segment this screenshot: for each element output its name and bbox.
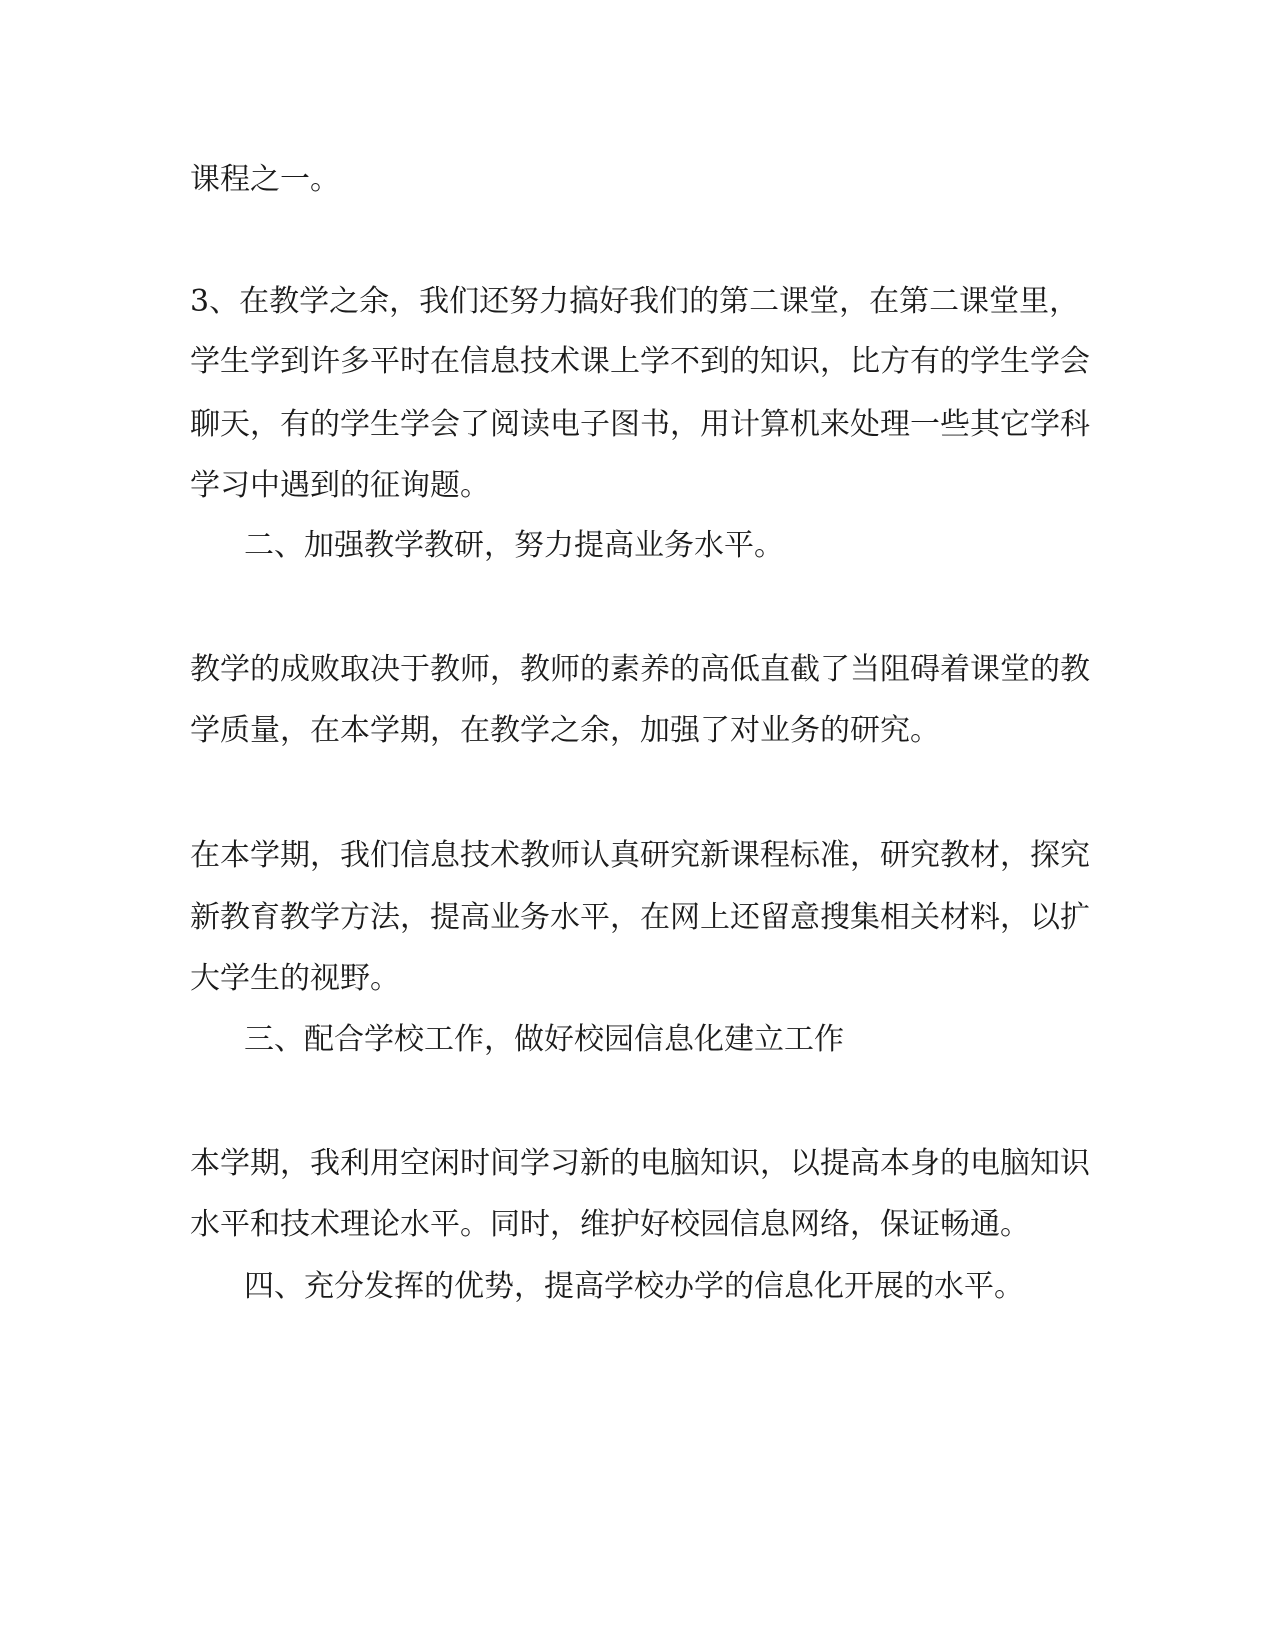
paragraph-line: 课程之一。 — [190, 162, 340, 197]
paragraph-line: 在本学期，我们信息技术教师认真研究新课程标准，研究教材，探究 — [190, 838, 1090, 873]
paragraph-line: 聊天，有的学生学会了阅读电子图书，用计算机来处理一些其它学科 — [190, 407, 1090, 442]
paragraph-line: 教学的成败取决于教师，教师的素养的高低直截了当阻碍着课堂的教 — [190, 652, 1090, 687]
section-heading: 三、配合学校工作，做好校园信息化建立工作 — [244, 1022, 844, 1057]
section-heading: 四、充分发挥的优势，提高学校办学的信息化开展的水平。 — [244, 1269, 1024, 1304]
paragraph-line: 大学生的视野。 — [190, 961, 400, 996]
paragraph-line: 3、在教学之余，我们还努力搞好我们的第二课堂，在第二课堂里， — [190, 284, 1080, 319]
paragraph-line: 学质量，在本学期，在教学之余，加强了对业务的研究。 — [190, 713, 940, 748]
paragraph-line: 学习中遇到的征询题。 — [190, 468, 490, 503]
paragraph-line: 学生学到许多平时在信息技术课上学不到的知识，比方有的学生学会 — [190, 344, 1090, 379]
paragraph-line: 新教育教学方法，提高业务水平，在网上还留意搜集相关材料，以扩 — [190, 900, 1090, 935]
paragraph-line: 本学期，我利用空闲时间学习新的电脑知识，以提高本身的电脑知识 — [190, 1146, 1090, 1181]
section-heading: 二、加强教学教研，努力提高业务水平。 — [244, 528, 784, 563]
paragraph-line: 水平和技术理论水平。同时，维护好校园信息网络，保证畅通。 — [190, 1207, 1030, 1242]
